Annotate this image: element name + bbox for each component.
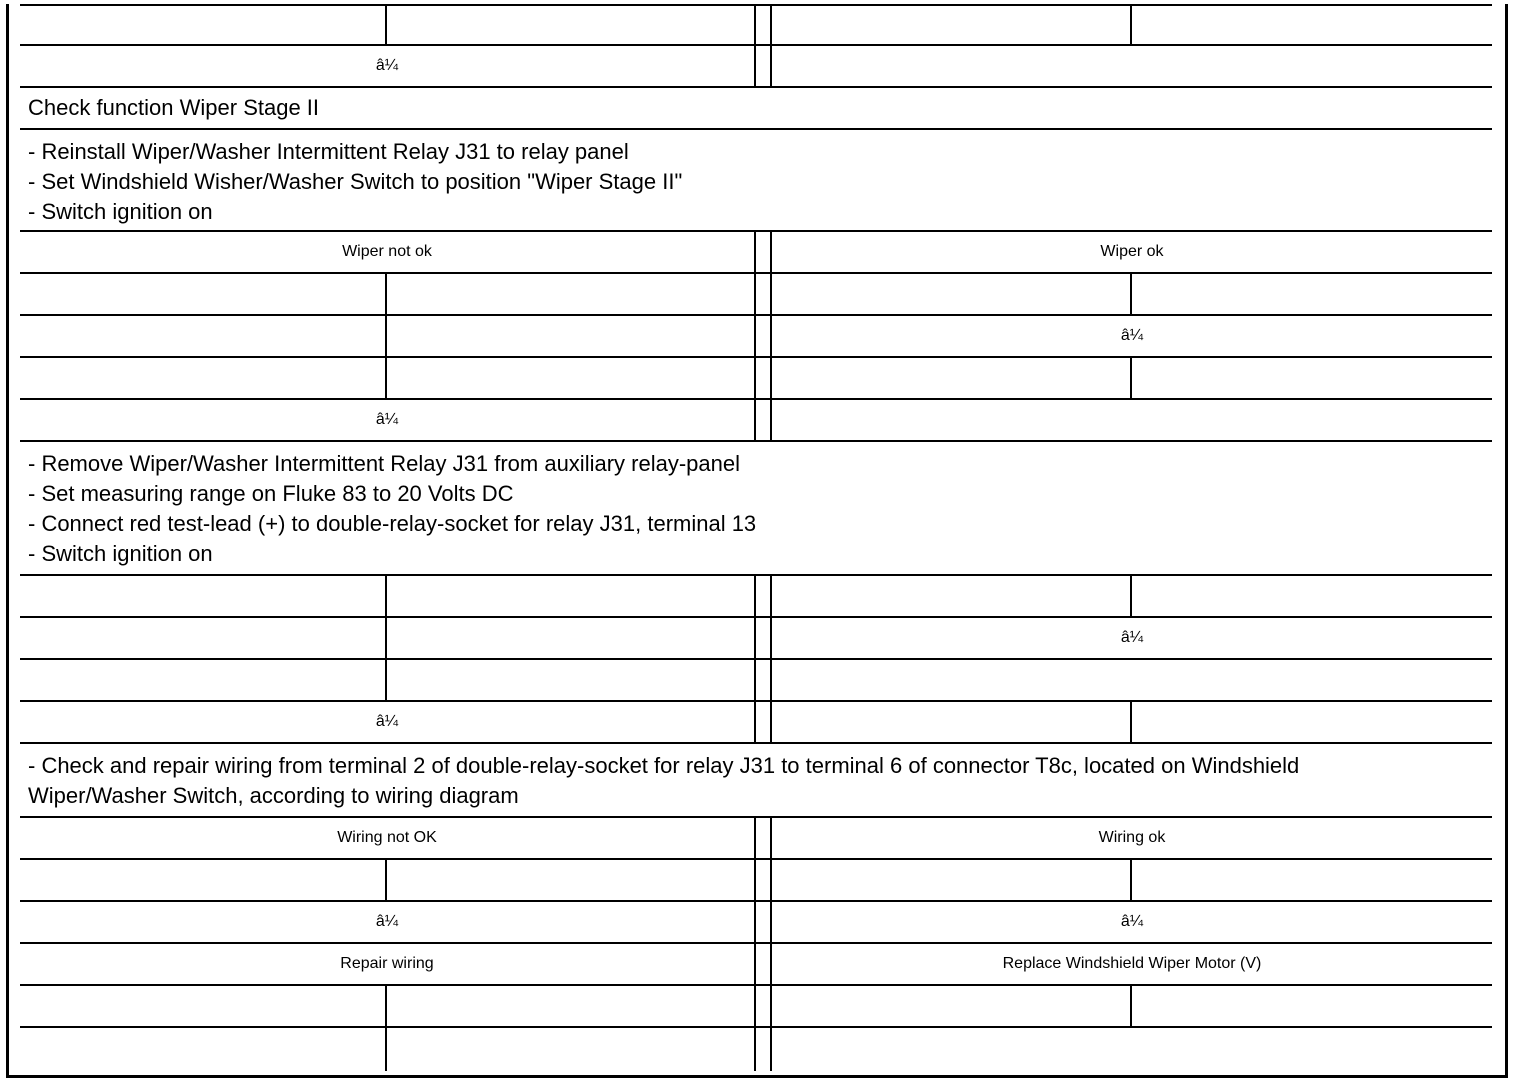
instruction-line: - Set Windshield Wisher/Washer Switch to position "Wiper Stage II": [28, 169, 683, 194]
table-row: [20, 1028, 1492, 1071]
arrow-down-icon: â¼: [375, 411, 399, 428]
arrow-down-icon: â¼: [375, 913, 399, 930]
branch-label-wiper-not-ok: Wiper not ok: [342, 243, 432, 260]
branch-label-wiper-ok: Wiper ok: [1100, 243, 1164, 260]
instruction-line: - Set measuring range on Fluke 83 to 20 Volts DC: [28, 481, 514, 506]
table-row: [20, 316, 1492, 358]
instruction-steps-2: [20, 442, 1492, 574]
table-row: [20, 660, 1492, 702]
diagnostic-flowchart-table: [20, 4, 1492, 1071]
arrow-down-icon: â¼: [375, 713, 399, 730]
table-row: [20, 818, 1492, 860]
table-row: [20, 576, 1492, 618]
table-row: [20, 702, 1492, 744]
table-row: [20, 944, 1492, 986]
instruction-line: - Connect red test-lead (+) to double-relay-socket for relay J31, terminal 13: [28, 511, 757, 536]
arrow-down-icon: â¼: [1120, 629, 1144, 646]
instruction-line: - Switch ignition on: [28, 541, 213, 566]
table-row: [20, 358, 1492, 400]
table-row: [20, 442, 1492, 576]
instruction-line: - Reinstall Wiper/Washer Intermittent Relay J31 to relay panel: [28, 139, 629, 164]
table-row: [20, 46, 1492, 88]
branch-label-wiring-ok: Wiring ok: [1098, 829, 1166, 846]
instruction-line: - Switch ignition on: [28, 199, 213, 224]
table-row: [20, 274, 1492, 316]
arrow-down-icon: â¼: [375, 57, 399, 74]
table-row: [20, 744, 1492, 818]
arrow-down-icon: â¼: [1120, 913, 1144, 930]
instruction-steps-1: [20, 130, 1492, 230]
table-row: [20, 902, 1492, 944]
instruction-steps-3: [20, 744, 1492, 816]
instruction-line: - Check and repair wiring from terminal 2 of double-relay-socket for relay J31 to terminal 6 of connector T8c, located on Windshield: [28, 753, 1300, 778]
table-row: [20, 618, 1492, 660]
result-replace-wiper-motor: Replace Windshield Wiper Motor (V): [1002, 955, 1262, 972]
result-repair-wiring: Repair wiring: [340, 955, 434, 972]
table-row: [20, 130, 1492, 232]
section-heading: Check function Wiper Stage II: [28, 95, 320, 120]
table-row: [20, 232, 1492, 274]
table-row: [20, 400, 1492, 442]
branch-label-wiring-not-ok: Wiring not OK: [337, 829, 437, 846]
instruction-line: - Remove Wiper/Washer Intermittent Relay J31 from auxiliary relay-panel: [28, 451, 740, 476]
table-row: [20, 986, 1492, 1028]
arrow-down-icon: â¼: [1120, 327, 1144, 344]
instruction-line: Wiper/Washer Switch, according to wiring diagram: [28, 783, 519, 808]
table-row: [20, 860, 1492, 902]
table-row: [20, 4, 1492, 46]
table-row: [20, 88, 1492, 130]
